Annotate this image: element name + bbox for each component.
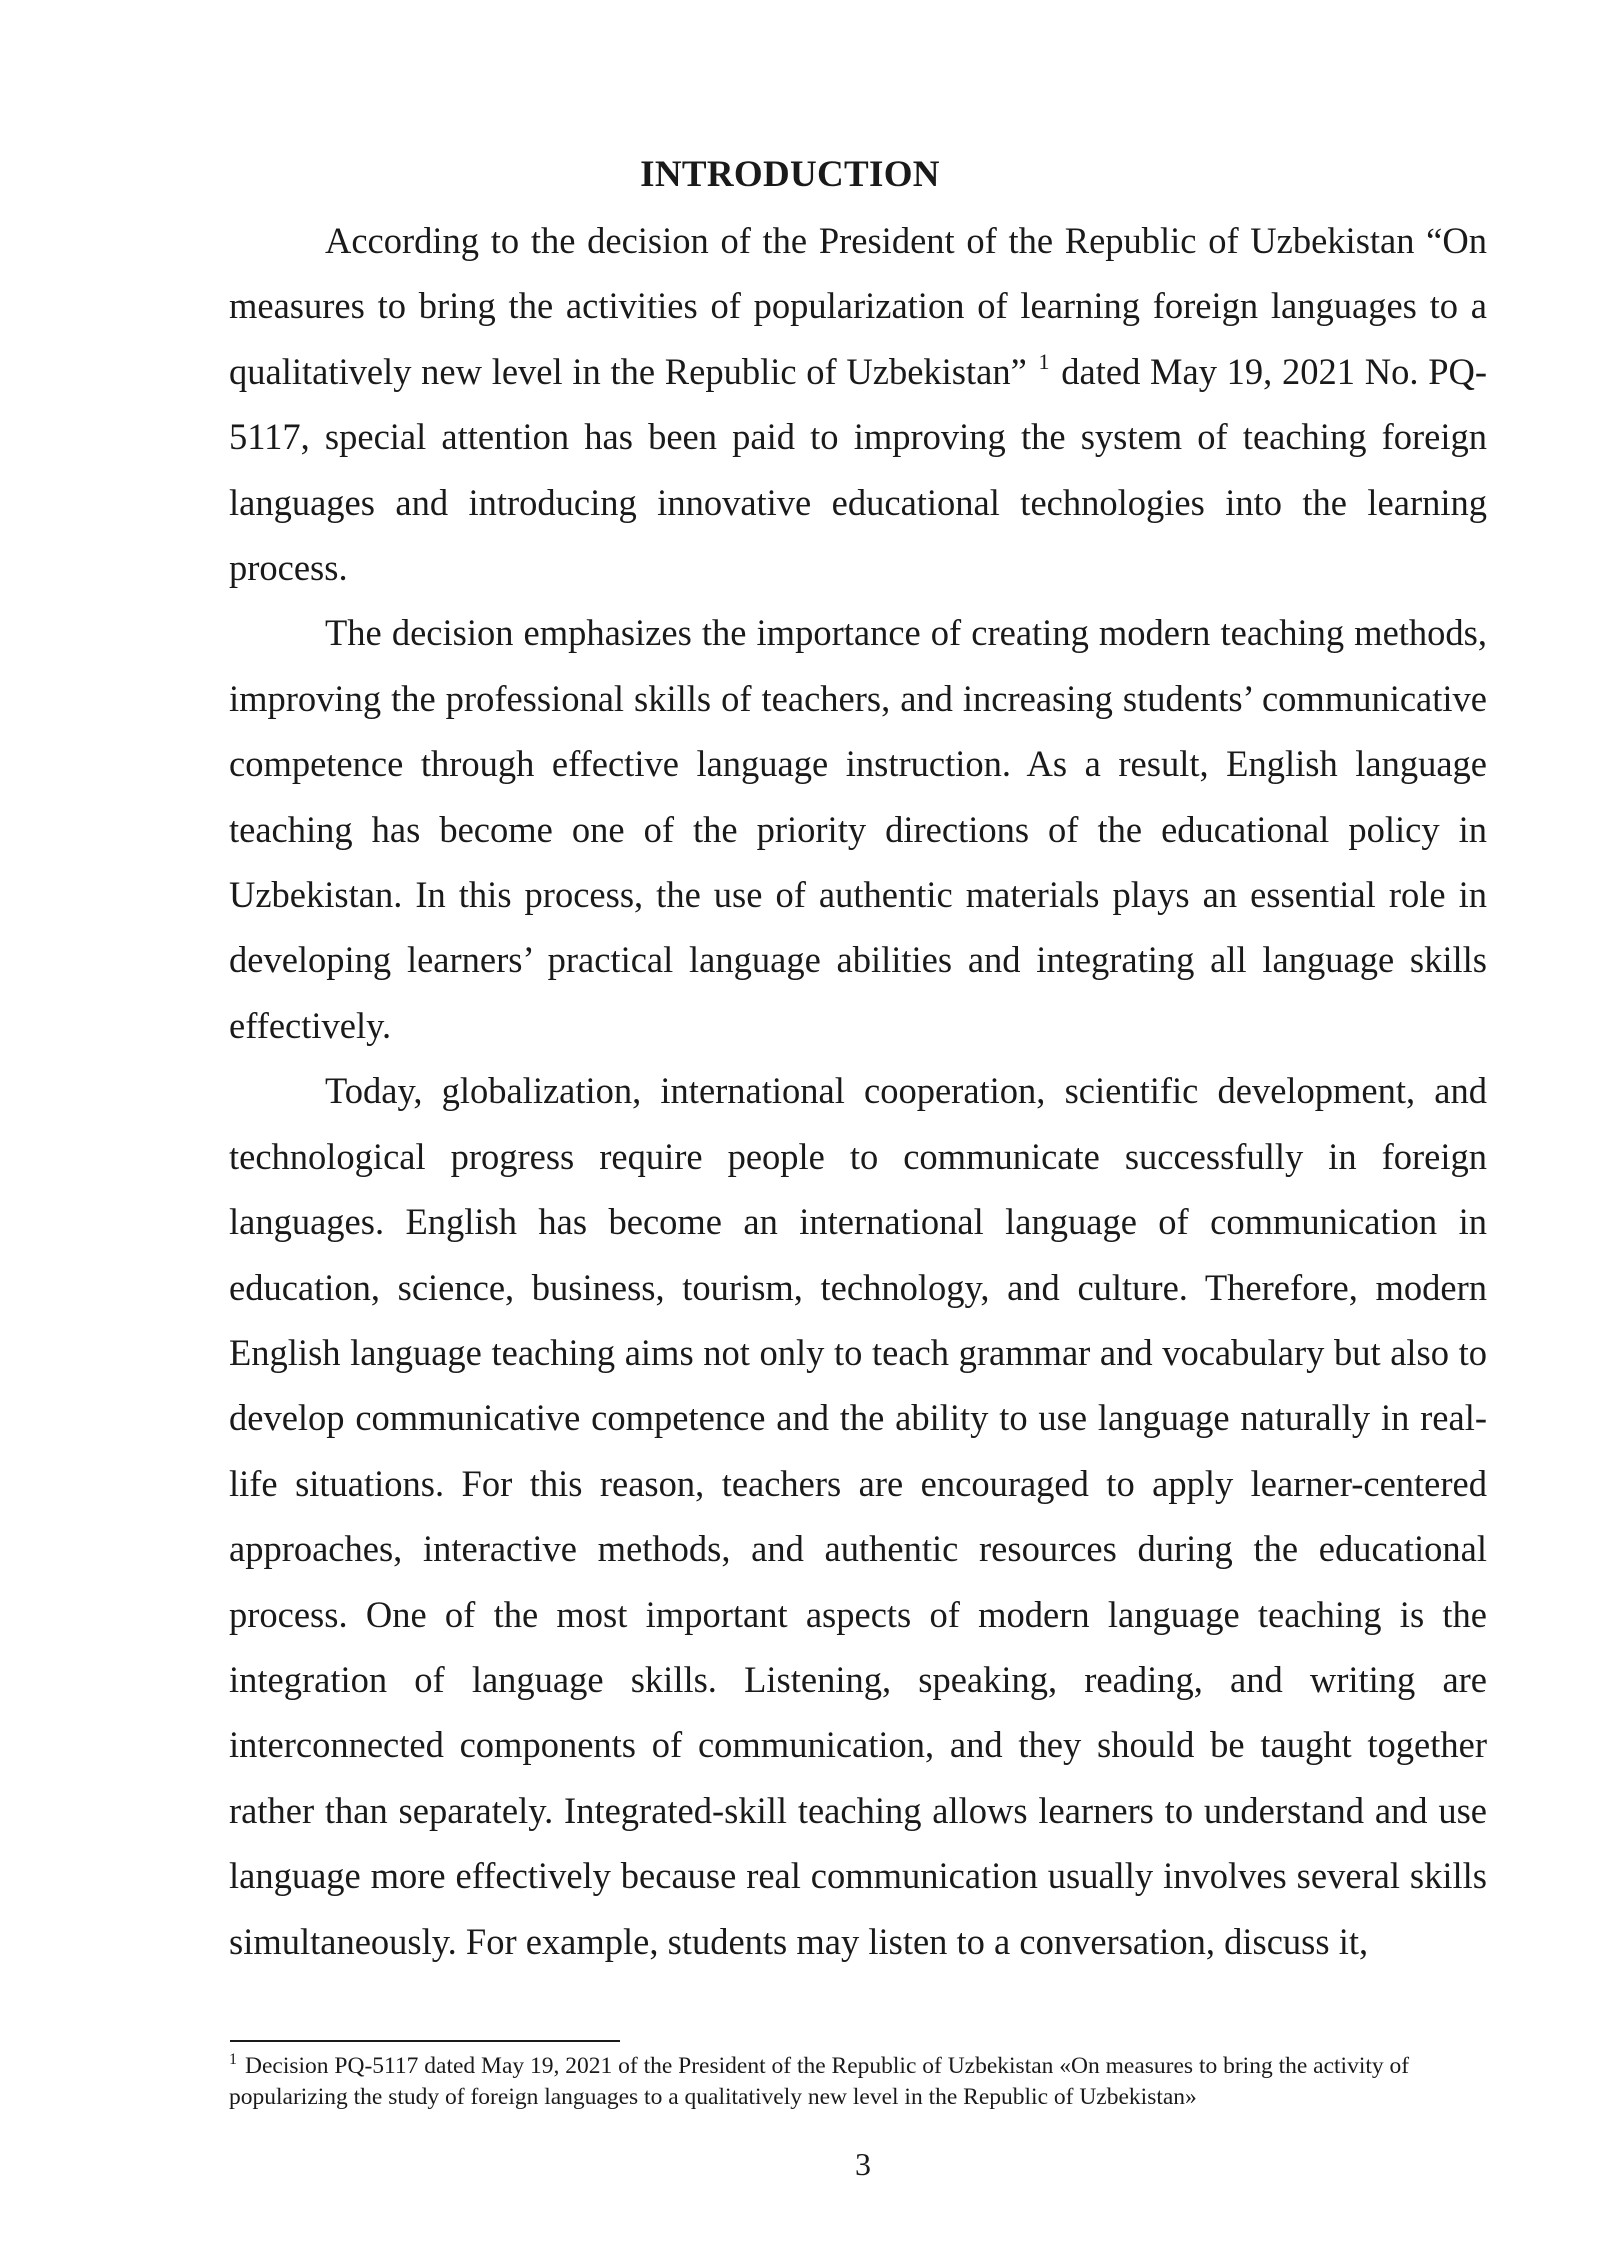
footnote-reference[interactable]: 1 [1038, 348, 1050, 374]
footnote-divider [230, 2040, 620, 2042]
body-text [229, 208, 1487, 1974]
section-heading: INTRODUCTION [640, 154, 940, 195]
footnote [229, 2051, 1487, 2113]
paragraph-3: Today, globalization, international cooperation, scientific development, and technological progress require people to communicate successfully in foreign languages. English has become an international language of communication in education, science, business, tourism, technology, and culture. Therefore, modern English language teaching aims not only to teach grammar and vocabulary but also to develop communicative competence and the ability to use language naturally in real-life situations. For this reason, teachers are encouraged to apply learner-centered approaches, interactive methods, and authentic resources during the educational process. One of the most important aspects of modern language teaching is the integration of language skills. Listening, speaking, reading, and writing are interconnected components of communication, and they should be taught together rather than separately. Integrated-skill teaching allows learners to understand and use language more effectively because real communication usually involves several skills simultaneously. For example, students may listen to a conversation, discuss it, [229, 1070, 1487, 1962]
footnote-marker: 1 [229, 2051, 237, 2068]
paragraph-1-text-end: dated May 19, 2021 No. PQ-5117, special attention has been paid to improving the system of teaching foreign languages and introducing innovative educational technologies into the learning process. [229, 350, 1488, 589]
paragraph-2: The decision emphasizes the importance of creating modern teaching methods, improving the professional skills of teachers, and increasing students’ communicative competence through effective language instruction. As a result, English language teaching has become one of the priority directions of the educational policy in Uzbekistan. In this process, the use of authentic materials plays an essential role in developing learners’ practical language abilities and integrating all language skills effectively. [229, 612, 1487, 1046]
footnote-text: Decision PQ-5117 dated May 19, 2021 of the President of the Republic of Uzbekistan «On measures to bring the activity of popularizing the study of foreign languages to a qualitatively new level in the Republic of Uzbekistan» [229, 2053, 1410, 2110]
paragraph-1-text-start: According to the decision of the President of the Republic of Uzbekistan “On measures to bring the activities of popularization of learning foreign languages to a qualitatively new level in the Republic of Uzbekistan” [229, 220, 1487, 392]
page-number: 3 [855, 2146, 871, 2182]
paragraph-1 [229, 208, 1487, 600]
